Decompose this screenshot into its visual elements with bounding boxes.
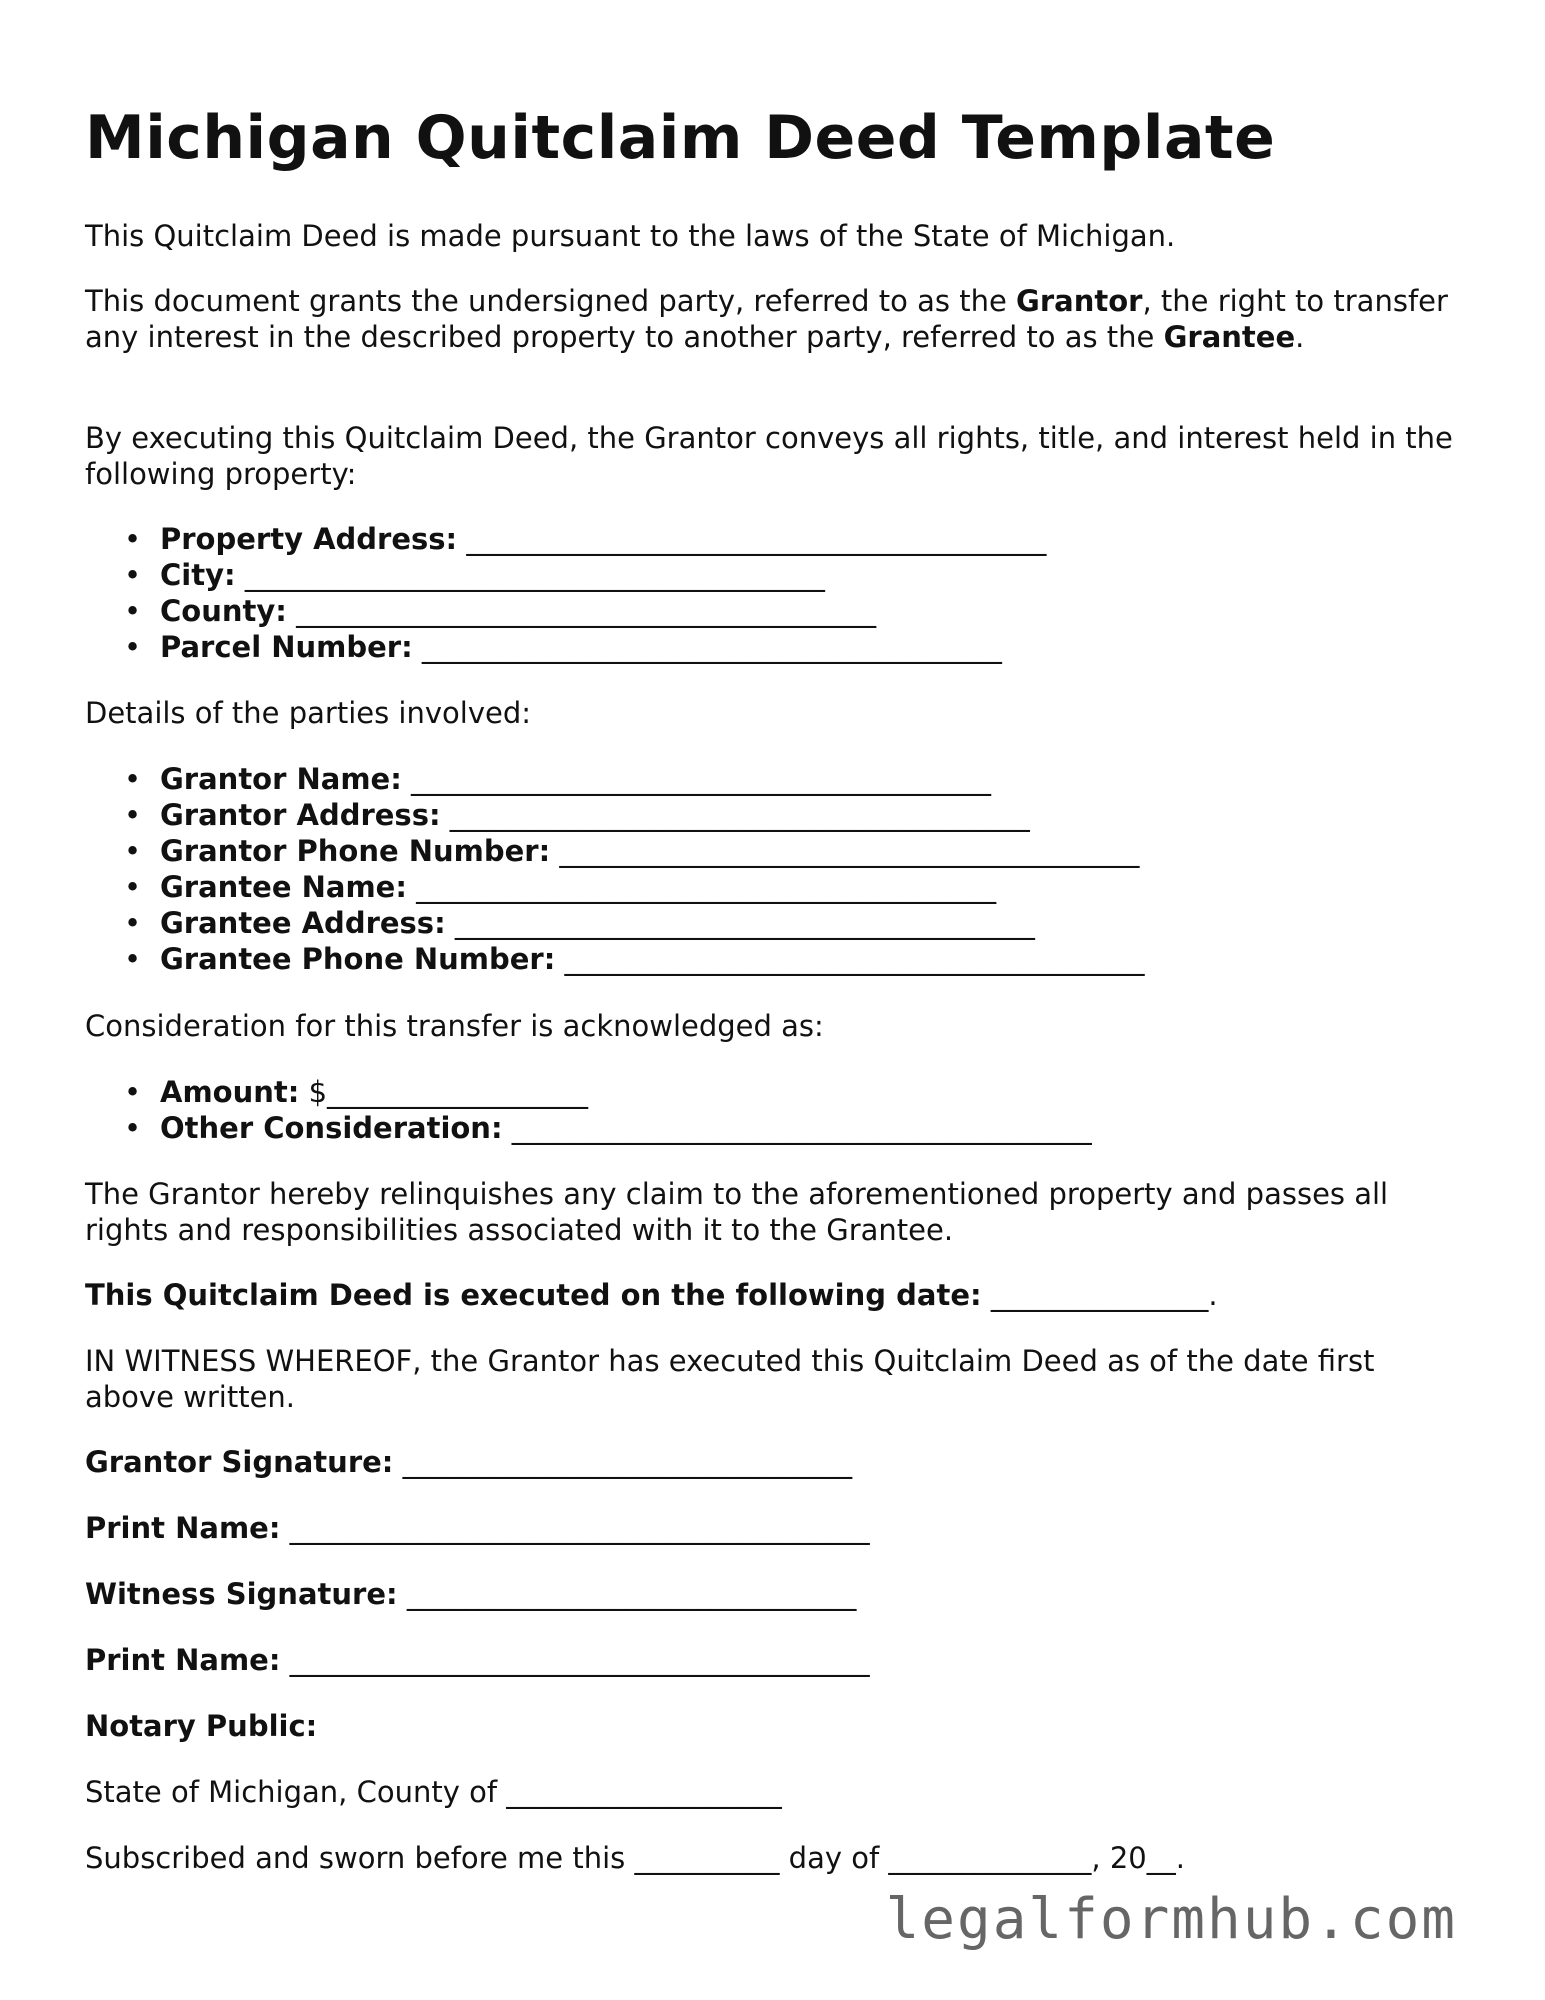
field-label: Amount:	[160, 1075, 300, 1109]
sworn-text-1: Subscribed and sworn before me this	[85, 1841, 635, 1875]
county-field[interactable]: ________________________________________	[296, 594, 877, 628]
sworn-month-field[interactable]: ______________	[888, 1841, 1092, 1875]
grantee-term: Grantee	[1163, 320, 1296, 354]
sworn-day-field[interactable]: __________	[634, 1841, 780, 1875]
field-label: Grantor Phone Number:	[160, 834, 551, 868]
grantee-address-field[interactable]: ________________________________________	[454, 906, 1035, 940]
grantor-address-field[interactable]: ________________________________________	[449, 798, 1030, 832]
grantor-signature-line	[85, 1444, 852, 1480]
field-label: Grantee Address:	[160, 906, 446, 940]
grantor-print-name-field[interactable]: ________________________________________	[289, 1511, 870, 1545]
field-label: Print Name:	[85, 1643, 281, 1677]
amount-field[interactable]: $__________________	[308, 1075, 589, 1109]
notary-heading: Notary Public:	[85, 1709, 318, 1743]
list-item	[85, 761, 1145, 797]
grantee-phone-field[interactable]: ________________________________________	[564, 942, 1145, 976]
notary-state-line	[85, 1774, 782, 1810]
watermark-logo: legalformhub.com	[885, 1887, 1457, 1952]
list-item	[85, 869, 1145, 905]
witness-print-name-field[interactable]: ________________________________________	[289, 1643, 870, 1677]
grantor-phone-field[interactable]: ________________________________________	[559, 834, 1140, 868]
grants-paragraph	[85, 283, 1465, 355]
grantor-print-name-line	[85, 1510, 870, 1546]
witness-whereof-paragraph: IN WITNESS WHEREOF, the Grantor has executed this Quitclaim Deed as of the date first above written.	[85, 1344, 1375, 1414]
notary-county-field[interactable]: ___________________	[506, 1775, 782, 1809]
property-fields-list	[85, 521, 1046, 665]
sworn-text-2: day of	[779, 1841, 889, 1875]
list-item	[85, 557, 1046, 593]
field-label: Print Name:	[85, 1511, 281, 1545]
field-label: Other Consideration:	[160, 1111, 503, 1145]
list-item	[85, 521, 1046, 557]
parties-intro: Details of the parties involved:	[85, 696, 532, 730]
field-label: County:	[160, 594, 287, 628]
witness-signature-field[interactable]: _______________________________	[406, 1577, 857, 1611]
list-item	[85, 797, 1145, 833]
field-label: Grantor Name:	[160, 762, 402, 796]
grantor-name-field[interactable]: ________________________________________	[411, 762, 992, 796]
list-item	[85, 1074, 1092, 1110]
executed-date-line	[85, 1277, 1218, 1313]
conveys-paragraph: By executing this Quitclaim Deed, the Grantor conveys all rights, title, and interest held in the following property:	[85, 421, 1453, 491]
grants-text-2: , the right to transfer any interest in the described property to another party, referred to as the	[85, 284, 1448, 354]
field-label: Witness Signature:	[85, 1577, 398, 1611]
grants-text-1: This document grants the undersigned party, referred to as the	[85, 284, 1017, 318]
list-item	[85, 593, 1046, 629]
list-item	[85, 905, 1145, 941]
intro-paragraph: This Quitclaim Deed is made pursuant to the laws of the State of Michigan.	[85, 219, 1176, 253]
notary-state-text: State of Michigan, County of	[85, 1775, 507, 1809]
list-item	[85, 941, 1145, 977]
field-label: Grantor Signature:	[85, 1445, 394, 1479]
executed-end: .	[1208, 1278, 1218, 1312]
executed-date-field[interactable]: _______________	[990, 1278, 1209, 1312]
field-label: Grantor Address:	[160, 798, 441, 832]
sworn-text-3: , 20	[1091, 1841, 1147, 1875]
sworn-end: .	[1175, 1841, 1185, 1875]
field-label: Parcel Number:	[160, 630, 413, 664]
field-label: Grantee Phone Number:	[160, 942, 556, 976]
grantor-term: Grantor	[1016, 284, 1143, 318]
consideration-fields-list	[85, 1074, 1092, 1146]
page-title: Michigan Quitclaim Deed Template	[85, 103, 1276, 173]
field-label: Grantee Name:	[160, 870, 407, 904]
list-item	[85, 833, 1145, 869]
field-label: City:	[160, 558, 236, 592]
sworn-year-field[interactable]: __	[1146, 1841, 1176, 1875]
grantee-name-field[interactable]: ________________________________________	[416, 870, 997, 904]
parcel-number-field[interactable]: ________________________________________	[421, 630, 1002, 664]
field-label: Property Address:	[160, 522, 458, 556]
grantor-signature-field[interactable]: _______________________________	[402, 1445, 853, 1479]
property-address-field[interactable]: ________________________________________	[466, 522, 1047, 556]
list-item	[85, 1110, 1092, 1146]
witness-signature-line	[85, 1576, 856, 1612]
other-consideration-field[interactable]: ________________________________________	[511, 1111, 1092, 1145]
party-fields-list	[85, 761, 1145, 977]
list-item	[85, 629, 1046, 665]
executed-label: This Quitclaim Deed is executed on the following date:	[85, 1278, 982, 1312]
city-field[interactable]: ________________________________________	[244, 558, 825, 592]
witness-print-name-line	[85, 1642, 870, 1678]
notary-sworn-line	[85, 1840, 1185, 1876]
consideration-intro: Consideration for this transfer is acknowledged as:	[85, 1009, 824, 1043]
relinquish-paragraph: The Grantor hereby relinquishes any claim to the aforementioned property and passes all rights and responsibilities associated with it to the Grantee.	[85, 1177, 1389, 1247]
grants-text-3: .	[1295, 320, 1305, 354]
